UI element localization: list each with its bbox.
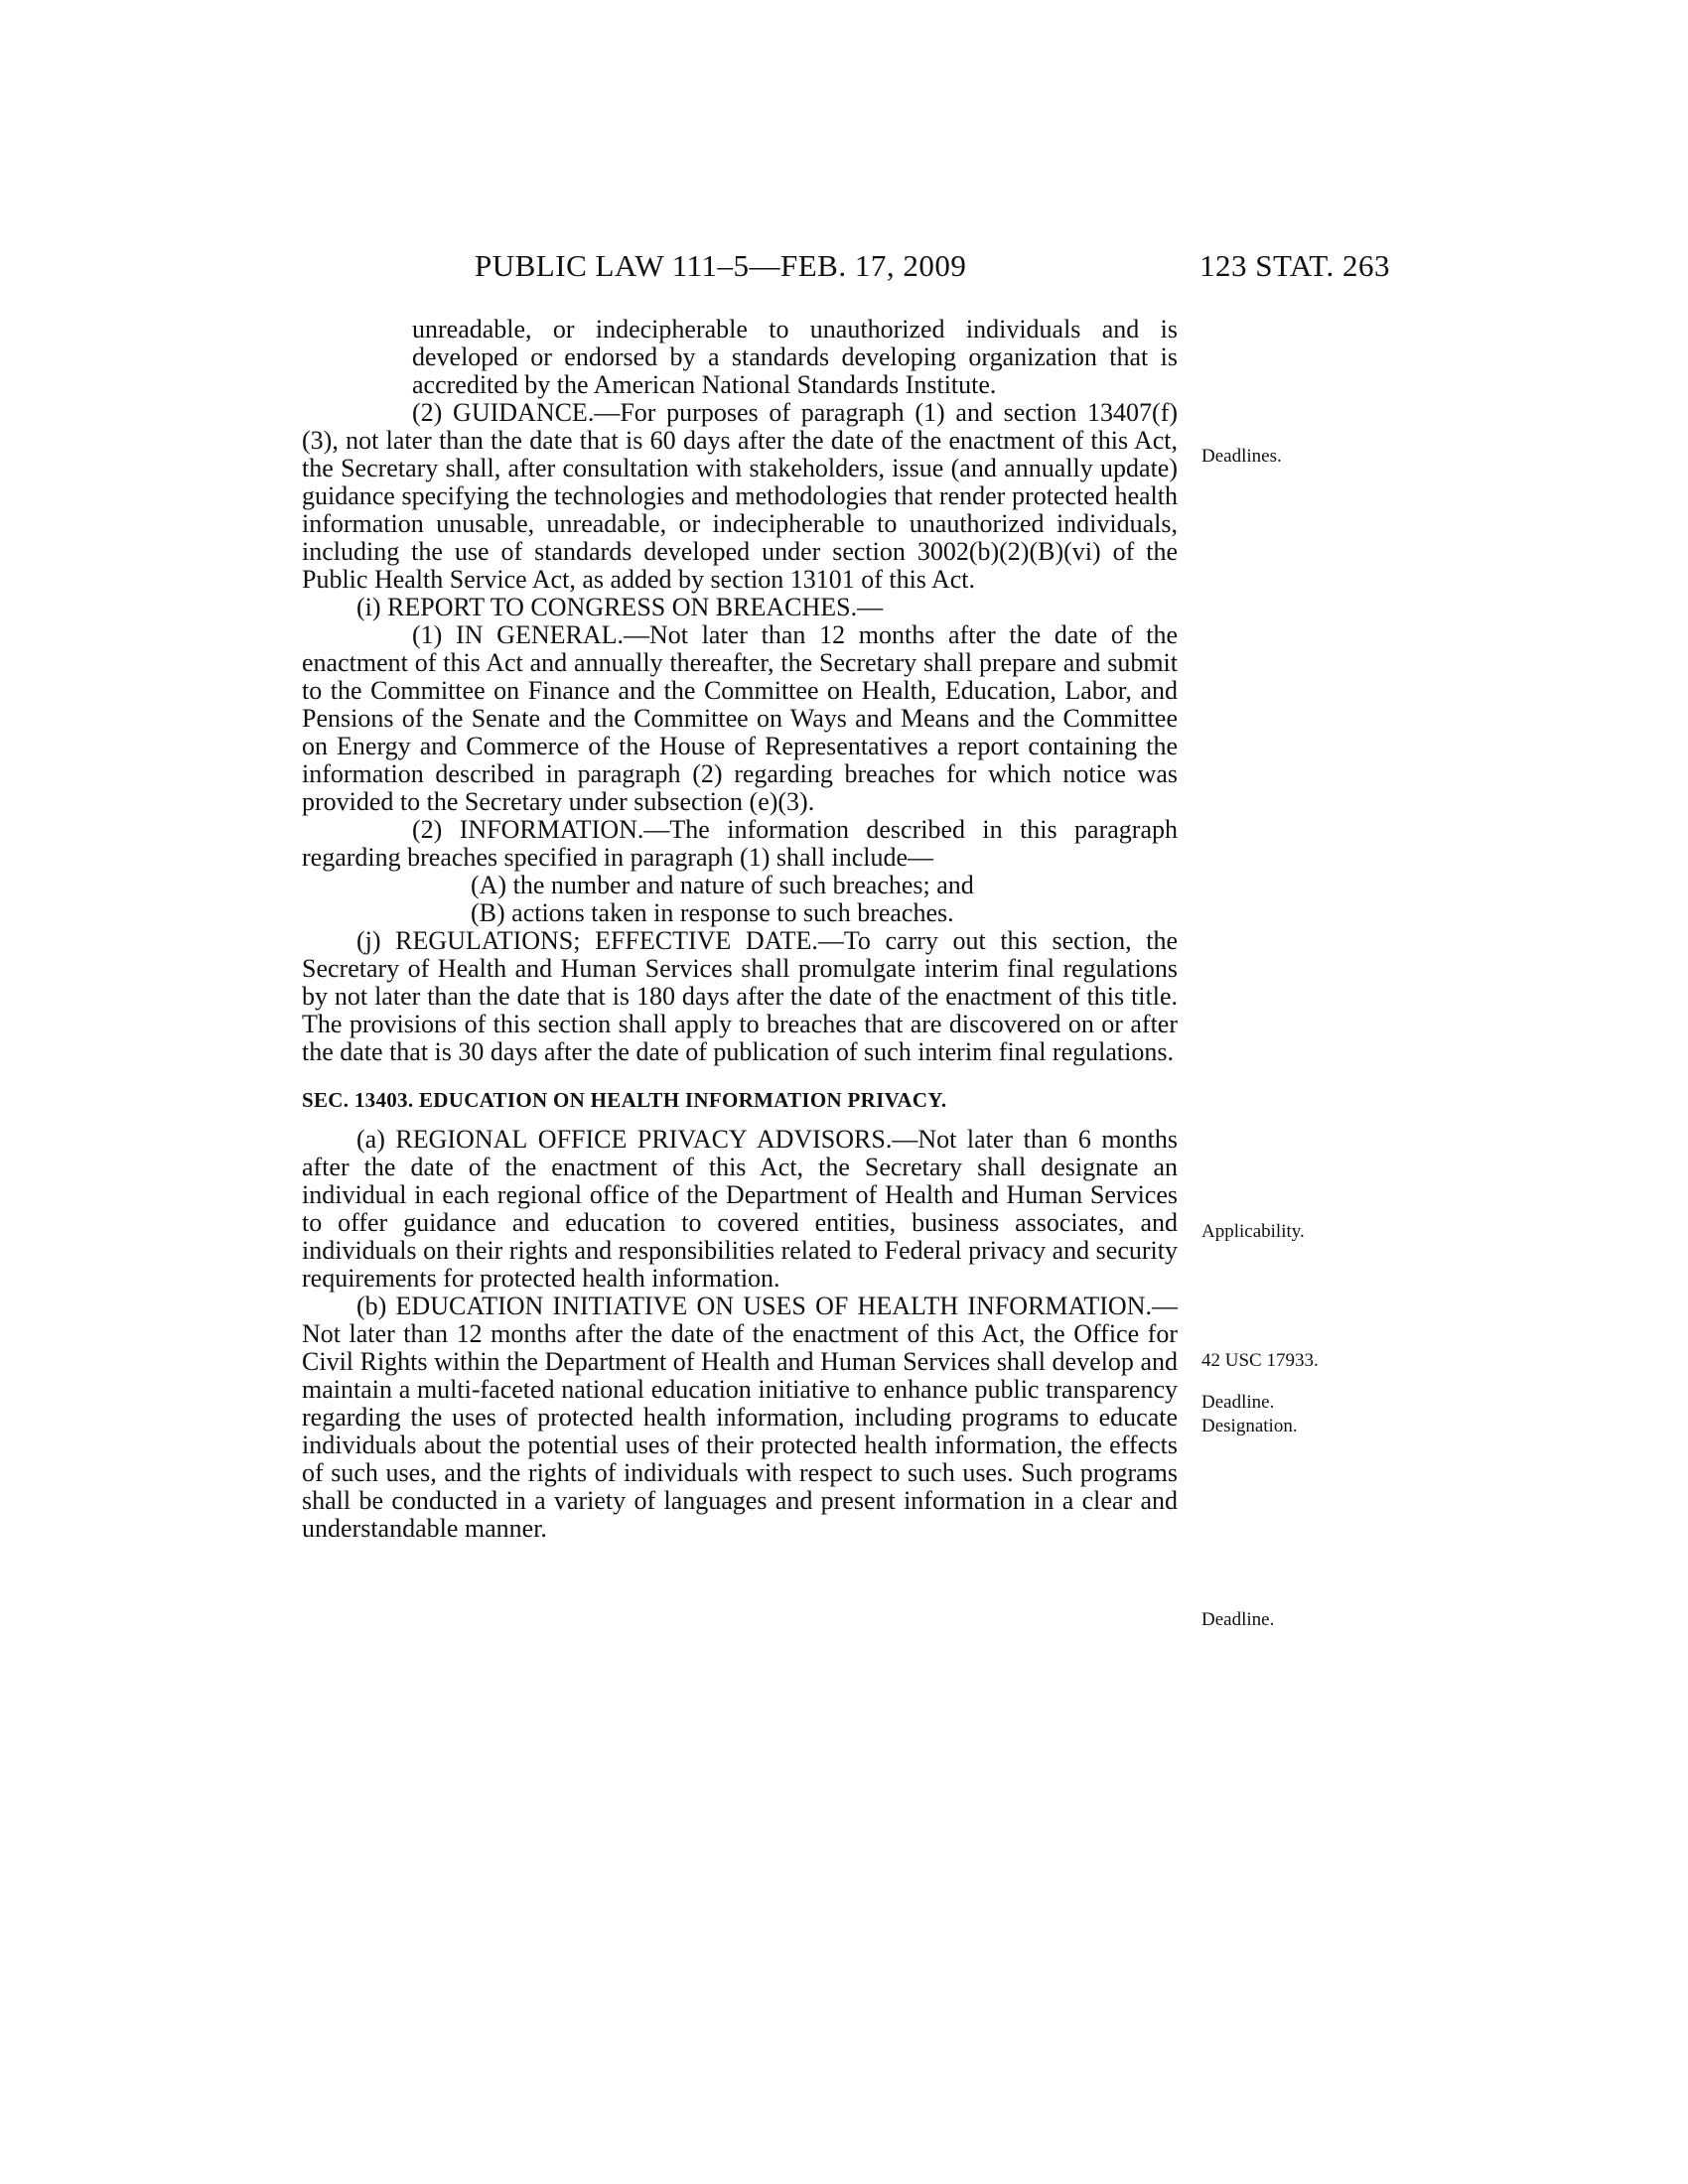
running-head-title: PUBLIC LAW 111–5—FEB. 17, 2009 [475, 248, 967, 283]
margin-note-deadlines: Deadlines. [1201, 446, 1282, 467]
margin-note-designation: Designation. [1201, 1416, 1298, 1436]
margin-note-deadline-2: Deadline. [1201, 1609, 1275, 1630]
section-heading: SEC. 13403. EDUCATION ON HEALTH INFORMATION PRIVACY. [302, 1088, 947, 1112]
margin-note-usc: 42 USC 17933. [1201, 1350, 1319, 1371]
subsection-i-heading: (i) REPORT TO CONGRESS ON BREACHES.— [356, 593, 884, 621]
subsection-j: (j) REGULATIONS; EFFECTIVE DATE.—To carry out this section, the Secretary of Health and Human Services shall promulgate interim final regulations by not later than the date that is 180 days after the date of the enactment of this title. The provisions of this section shall apply to breaches that are discovered on or after the date that is 30 days after the date of publication of such interim final regulations. [302, 926, 1178, 1066]
page-header [298, 248, 1390, 288]
document-body [302, 316, 1178, 1543]
paragraph-continuation: unreadable, or indecipherable to unauthorized individuals and is developed or endorsed by a standards developing organization that is accredited by the American National Standards Institute. [412, 315, 1178, 399]
margin-note-applicability: Applicability. [1201, 1221, 1305, 1242]
clause-b: (B) actions taken in response to such breaches. [471, 898, 954, 927]
paragraph-guidance: (2) GUIDANCE.—For purposes of paragraph (1) and section 13407(f)(3), not later than the date that is 60 days after the date of the enactment of this Act, the Secretary shall, after consultation with stakeholders, issue (and annually update) guidance specifying the technologies and methodologies that render protected health information unusable, unreadable, or indecipherable to unauthorized individuals, including the use of standards developed under section 3002(b)(2)(B)(vi) of the Public Health Service Act, as added by section 13101 of this Act. [302, 398, 1179, 594]
margin-note-deadline: Deadline. [1201, 1392, 1275, 1413]
paragraph-in-general: (1) IN GENERAL.—Not later than 12 months after the date of the enactment of this Act and annually thereafter, the Secretary shall prepare and submit to the Committee on Finance and the Committee on Health, Education, Labor, and Pensions of the Senate and the Committee on Ways and Means and the Committee on Energy and Commerce of the House of Representatives a report containing the information described in paragraph (2) regarding breaches for which notice was provided to the Secretary under subsection (e)(3). [302, 620, 1179, 816]
paragraph-information: (2) INFORMATION.—The information described in this paragraph regarding breaches specified in paragraph (1) shall include— [302, 815, 1178, 872]
clause-a: (A) the number and nature of such breaches; and [471, 871, 974, 899]
subsection-b: (b) EDUCATION INITIATIVE ON USES OF HEALTH INFORMATION.— Not later than 12 months after the date of the enactment of this Act, the Office for Civil Rights within the Department of Health and Human Services shall develop and maintain a multi-faceted national education initiative to enhance public transparency regarding the uses of protected health information, including programs to educate individuals about the potential uses of their protected health information, the effects of such uses, and the rights of individuals with respect to such uses. Such programs shall be conducted in a variety of languages and present information in a clear and understandable manner. [302, 1292, 1178, 1543]
subsection-a: (a) REGIONAL OFFICE PRIVACY ADVISORS.—Not later than 6 months after the date of the enactment of this Act, the Secretary shall designate an individual in each regional office of the Department of Health and Human Services to offer guidance and education to covered entities, business associates, and individuals on their rights and responsibilities related to Federal privacy and security requirements for protected health information. [302, 1125, 1178, 1293]
statute-page-number: 123 STAT. 263 [1198, 248, 1390, 283]
